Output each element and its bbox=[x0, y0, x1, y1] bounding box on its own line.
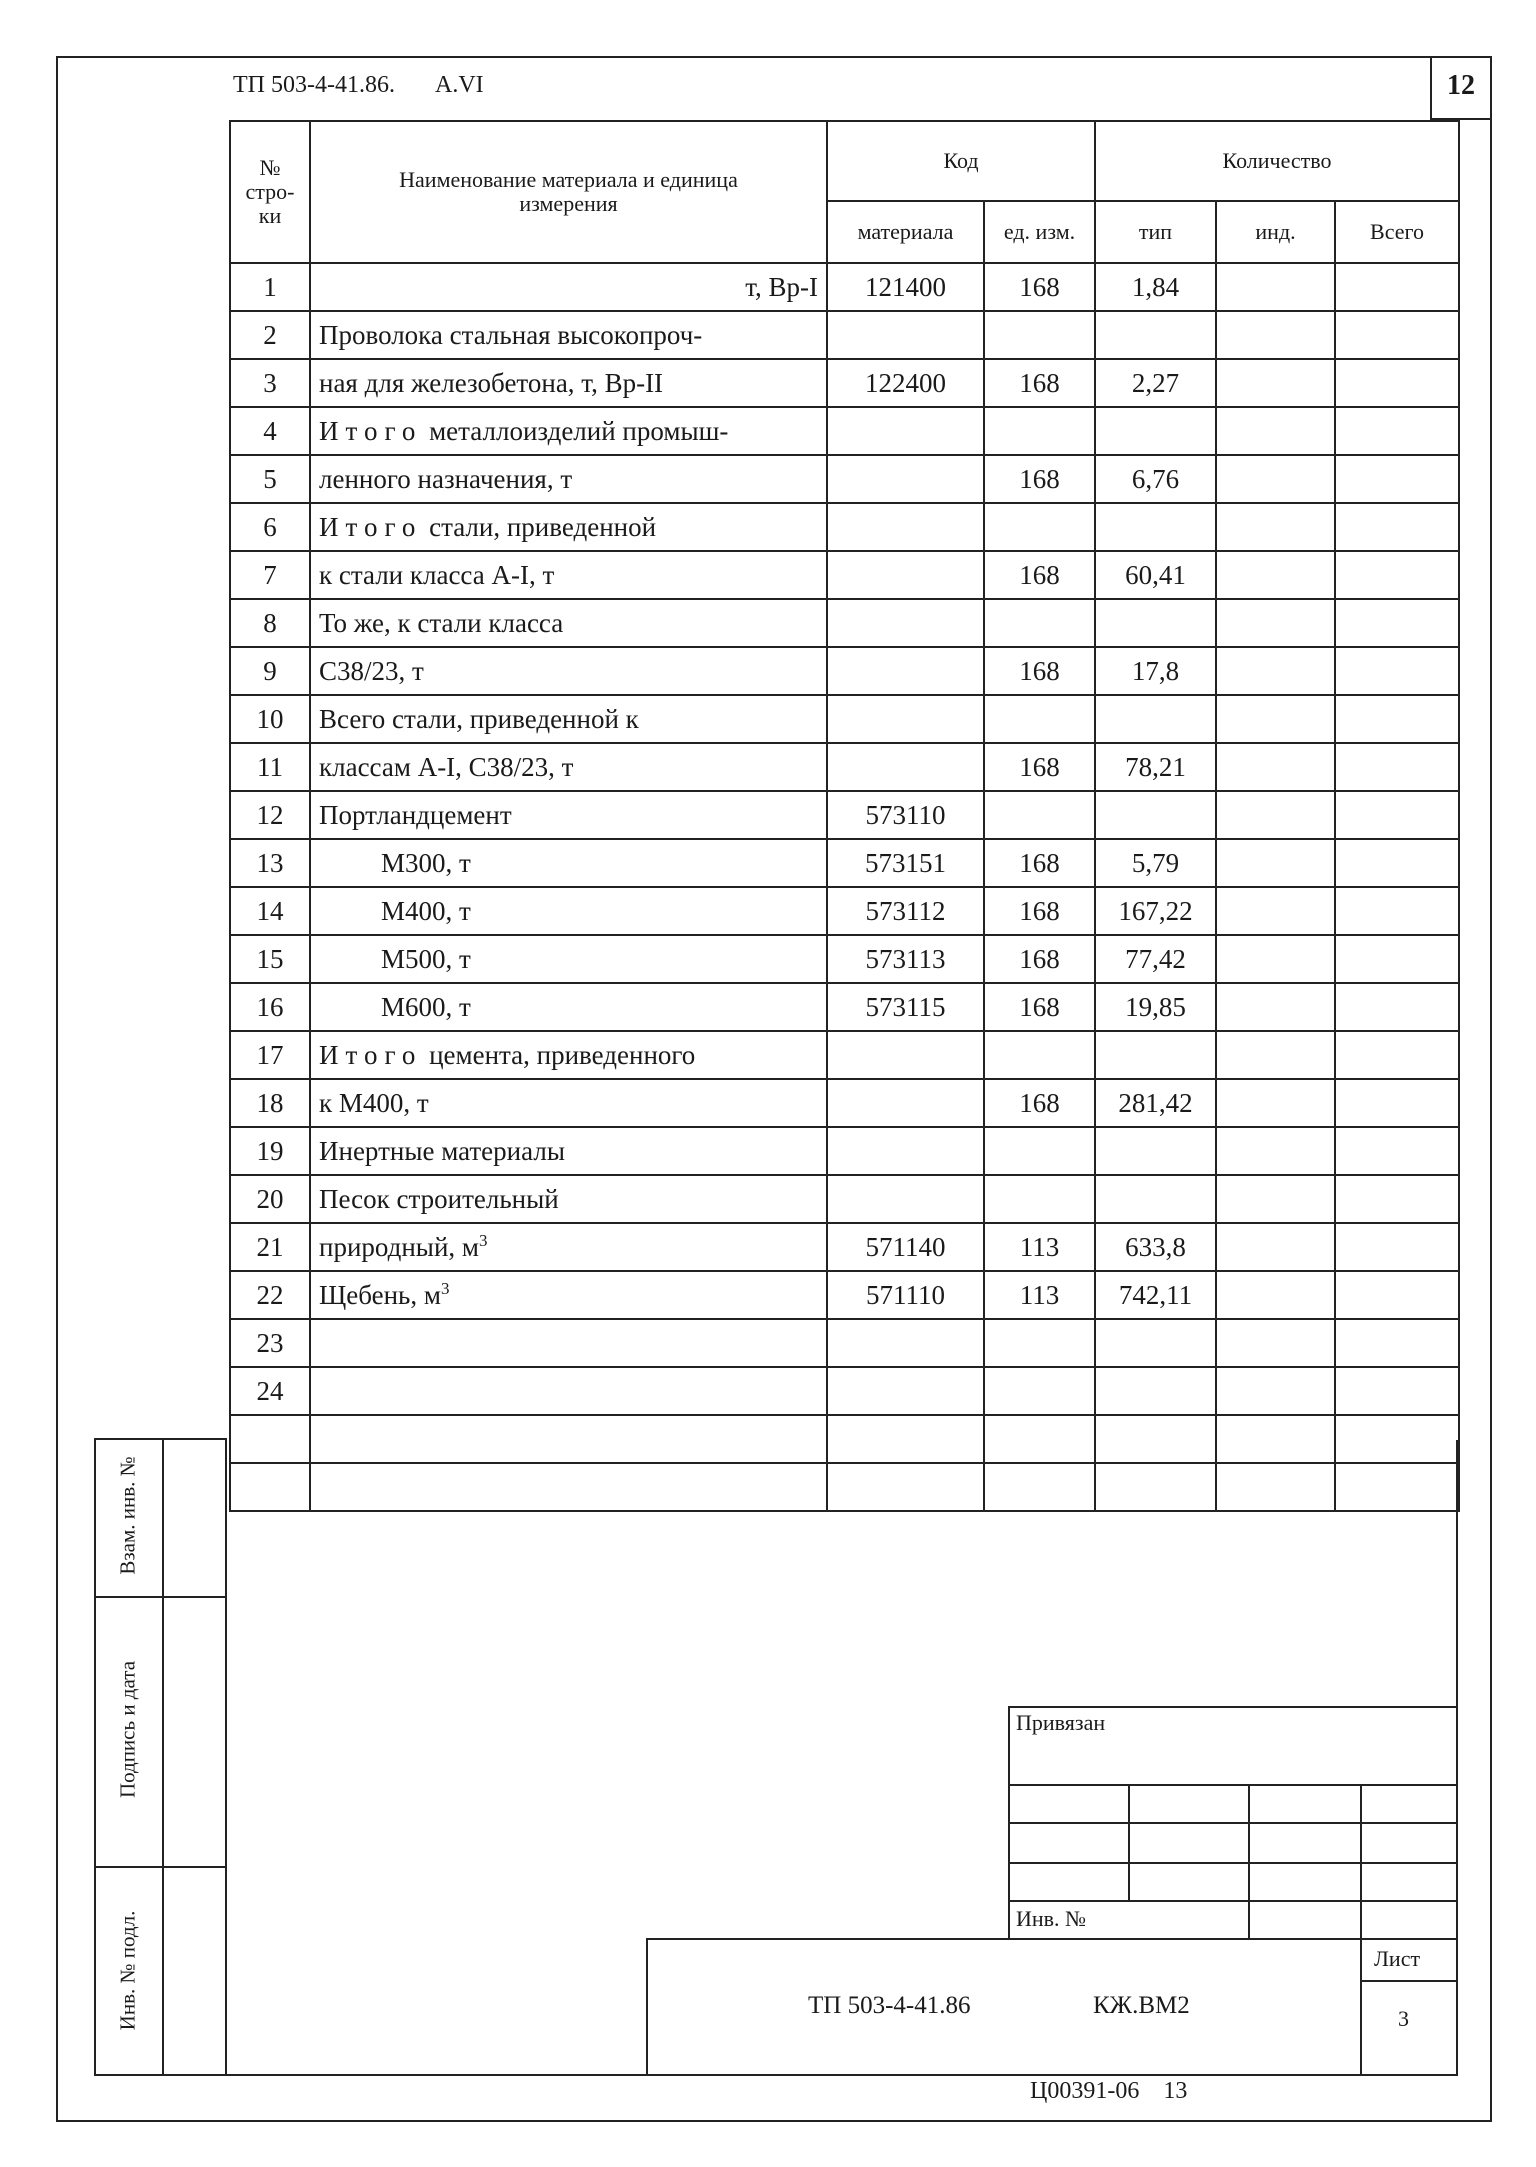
qty-type: 1,84 bbox=[1095, 263, 1216, 311]
unit-code bbox=[984, 1175, 1095, 1223]
qty-total bbox=[1335, 311, 1459, 359]
row-number: 13 bbox=[230, 839, 310, 887]
material-code: 573112 bbox=[827, 887, 984, 935]
unit-code: 168 bbox=[984, 455, 1095, 503]
table-row bbox=[230, 407, 1459, 455]
table-row bbox=[230, 1271, 1459, 1319]
qty-ind bbox=[1216, 263, 1335, 311]
material-code bbox=[827, 1079, 984, 1127]
qty-type bbox=[1095, 311, 1216, 359]
unit-code bbox=[984, 503, 1095, 551]
qty-total bbox=[1335, 983, 1459, 1031]
qty-ind bbox=[1216, 1175, 1335, 1223]
unit-code bbox=[984, 695, 1095, 743]
qty-total bbox=[1335, 1031, 1459, 1079]
sheet-label: Лист bbox=[1374, 1946, 1421, 1971]
unit-code: 168 bbox=[984, 887, 1095, 935]
unit-code: 168 bbox=[984, 1079, 1095, 1127]
qty-type: 77,42 bbox=[1095, 935, 1216, 983]
material-code: 573151 bbox=[827, 839, 984, 887]
material-code: 573113 bbox=[827, 935, 984, 983]
material-code bbox=[827, 599, 984, 647]
row-number: 21 bbox=[230, 1223, 310, 1271]
material-name bbox=[310, 1367, 827, 1415]
material-code bbox=[827, 455, 984, 503]
binding-row-line bbox=[1008, 1822, 1458, 1824]
row-number: 7 bbox=[230, 551, 310, 599]
material-code bbox=[827, 695, 984, 743]
qty-type: 742,11 bbox=[1095, 1271, 1216, 1319]
material-name: Песок строительный bbox=[310, 1175, 827, 1223]
total-prefix: Итого bbox=[319, 1039, 423, 1070]
qty-total bbox=[1335, 599, 1459, 647]
table-row bbox=[230, 1223, 1459, 1271]
material-code: 122400 bbox=[827, 359, 984, 407]
side-stamp bbox=[94, 1438, 227, 2076]
qty-ind bbox=[1216, 503, 1335, 551]
qty-total bbox=[1335, 1319, 1459, 1367]
material-name: Всего стали, приведенной к bbox=[310, 695, 827, 743]
table-row bbox=[230, 455, 1459, 503]
qty-ind bbox=[1216, 983, 1335, 1031]
qty-type bbox=[1095, 1367, 1216, 1415]
qty-type: 17,8 bbox=[1095, 647, 1216, 695]
col-qty-type: тип bbox=[1095, 201, 1216, 263]
material-code: 573115 bbox=[827, 983, 984, 1031]
total-prefix: Итого bbox=[319, 511, 423, 542]
row-number: 22 bbox=[230, 1271, 310, 1319]
material-name: к М400, т bbox=[310, 1079, 827, 1127]
col-code-group: Код bbox=[827, 121, 1095, 201]
table-row bbox=[230, 887, 1459, 935]
label-vzam-inv: Взам. инв. № bbox=[115, 1456, 140, 1575]
row-number: 24 bbox=[230, 1367, 310, 1415]
unit-code: 113 bbox=[984, 1223, 1095, 1271]
qty-ind bbox=[1216, 359, 1335, 407]
sheet-value: 3 bbox=[1398, 2006, 1409, 2031]
material-name-text: Щебень, м bbox=[319, 1280, 441, 1310]
qty-total bbox=[1335, 695, 1459, 743]
qty-type bbox=[1095, 1031, 1216, 1079]
sheet-number-box bbox=[1430, 56, 1492, 120]
table-row bbox=[230, 599, 1459, 647]
row-number: 4 bbox=[230, 407, 310, 455]
qty-total bbox=[1335, 1271, 1459, 1319]
col-quantity-group: Количество bbox=[1095, 121, 1459, 201]
material-code bbox=[827, 647, 984, 695]
qty-type bbox=[1095, 1127, 1216, 1175]
unit-code: 168 bbox=[984, 743, 1095, 791]
qty-ind bbox=[1216, 599, 1335, 647]
material-code bbox=[827, 743, 984, 791]
total-prefix: Итого bbox=[319, 415, 423, 446]
footer-page: 13 bbox=[1163, 2078, 1188, 2104]
qty-type: 281,42 bbox=[1095, 1079, 1216, 1127]
unit-code: 168 bbox=[984, 551, 1095, 599]
row-number: 23 bbox=[230, 1319, 310, 1367]
binding-col-line bbox=[1248, 1784, 1250, 1940]
qty-type: 5,79 bbox=[1095, 839, 1216, 887]
table-row bbox=[230, 1319, 1459, 1367]
qty-ind bbox=[1216, 695, 1335, 743]
unit-code: 168 bbox=[984, 647, 1095, 695]
material-name: к стали класса А-I, т bbox=[310, 551, 827, 599]
unit-code: 168 bbox=[984, 359, 1095, 407]
binding-row-line bbox=[1008, 1900, 1458, 1902]
table-row bbox=[230, 935, 1459, 983]
material-name: М300, т bbox=[310, 839, 827, 887]
qty-ind bbox=[1216, 887, 1335, 935]
qty-total bbox=[1335, 503, 1459, 551]
material-name: То же, к стали класса bbox=[310, 599, 827, 647]
material-name bbox=[310, 407, 827, 455]
table-row bbox=[230, 551, 1459, 599]
title-doc-code: ТП 503-4-41.86 bbox=[808, 1992, 971, 2019]
material-name: М600, т bbox=[310, 983, 827, 1031]
material-name: С38/23, т bbox=[310, 647, 827, 695]
material-code bbox=[827, 1367, 984, 1415]
table-row bbox=[230, 743, 1459, 791]
material-code bbox=[827, 503, 984, 551]
title-block-sheet-row-line bbox=[1360, 1980, 1458, 1982]
unit-code bbox=[984, 1031, 1095, 1079]
table-row bbox=[230, 263, 1459, 311]
row-number: 18 bbox=[230, 1079, 310, 1127]
unit-code: 168 bbox=[984, 983, 1095, 1031]
title-block-sheet-divider bbox=[1360, 1938, 1362, 2076]
qty-total bbox=[1335, 647, 1459, 695]
side-stamp-row-line bbox=[94, 1596, 227, 1598]
material-name: Портландцемент bbox=[310, 791, 827, 839]
material-name: М500, т bbox=[310, 935, 827, 983]
table-row bbox=[230, 1367, 1459, 1415]
inv-no-label: Инв. № bbox=[1016, 1906, 1087, 1931]
qty-total bbox=[1335, 1367, 1459, 1415]
table-row bbox=[230, 311, 1459, 359]
qty-ind bbox=[1216, 1367, 1335, 1415]
qty-ind bbox=[1216, 647, 1335, 695]
qty-type bbox=[1095, 791, 1216, 839]
qty-ind bbox=[1216, 455, 1335, 503]
row-number: 6 bbox=[230, 503, 310, 551]
material-code: 573110 bbox=[827, 791, 984, 839]
label-inv-podl: Инв. № подл. bbox=[115, 1910, 140, 2031]
qty-total bbox=[1335, 935, 1459, 983]
qty-type: 60,41 bbox=[1095, 551, 1216, 599]
side-stamp-row-line bbox=[94, 1866, 227, 1868]
unit-superscript: 3 bbox=[478, 1231, 488, 1250]
qty-total bbox=[1335, 359, 1459, 407]
material-name-text: стали, приведенной bbox=[429, 511, 657, 542]
table-row bbox=[230, 1031, 1459, 1079]
row-number: 19 bbox=[230, 1127, 310, 1175]
unit-code: 168 bbox=[984, 935, 1095, 983]
qty-type: 633,8 bbox=[1095, 1223, 1216, 1271]
material-name bbox=[310, 1031, 827, 1079]
table-row bbox=[230, 1127, 1459, 1175]
material-name: М400, т bbox=[310, 887, 827, 935]
material-code: 571140 bbox=[827, 1223, 984, 1271]
row-number: 11 bbox=[230, 743, 310, 791]
qty-type bbox=[1095, 1175, 1216, 1223]
qty-type bbox=[1095, 695, 1216, 743]
qty-total bbox=[1335, 743, 1459, 791]
archive-code: Ц00391-06 bbox=[1030, 2078, 1140, 2104]
material-code bbox=[827, 1031, 984, 1079]
row-number: 2 bbox=[230, 311, 310, 359]
qty-type: 19,85 bbox=[1095, 983, 1216, 1031]
qty-ind bbox=[1216, 1079, 1335, 1127]
row-number: 15 bbox=[230, 935, 310, 983]
row-number: 10 bbox=[230, 695, 310, 743]
qty-total bbox=[1335, 407, 1459, 455]
col-qty-ind: инд. bbox=[1216, 201, 1335, 263]
qty-type bbox=[1095, 407, 1216, 455]
material-code: 571110 bbox=[827, 1271, 984, 1319]
material-name: ленного назначения, т bbox=[310, 455, 827, 503]
qty-type bbox=[1095, 503, 1216, 551]
material-name bbox=[310, 1223, 827, 1271]
col-code-unit: ед. изм. bbox=[984, 201, 1095, 263]
section-heading: Инертные материалы bbox=[310, 1127, 827, 1175]
table-row bbox=[230, 1079, 1459, 1127]
qty-type: 167,22 bbox=[1095, 887, 1216, 935]
material-code bbox=[827, 1175, 984, 1223]
table-row bbox=[230, 695, 1459, 743]
qty-total bbox=[1335, 263, 1459, 311]
qty-total bbox=[1335, 1223, 1459, 1271]
album-label: А.VI bbox=[434, 72, 484, 98]
binding-col-line bbox=[1128, 1784, 1130, 1902]
col-material-name: Наименование материала и единица измерения bbox=[310, 121, 827, 263]
unit-code bbox=[984, 407, 1095, 455]
qty-type: 6,76 bbox=[1095, 455, 1216, 503]
table-row bbox=[230, 791, 1459, 839]
sheet-number: 12 bbox=[1447, 70, 1475, 101]
qty-total bbox=[1335, 455, 1459, 503]
row-number: 16 bbox=[230, 983, 310, 1031]
qty-total bbox=[1335, 791, 1459, 839]
material-code bbox=[827, 1319, 984, 1367]
unit-code bbox=[984, 791, 1095, 839]
qty-ind bbox=[1216, 551, 1335, 599]
row-number: 5 bbox=[230, 455, 310, 503]
material-name-text: цемента, приведенного bbox=[429, 1039, 696, 1070]
qty-ind bbox=[1216, 791, 1335, 839]
material-code bbox=[827, 407, 984, 455]
binding-col-line bbox=[1360, 1784, 1362, 1940]
qty-ind bbox=[1216, 743, 1335, 791]
col-qty-total: Всего bbox=[1335, 201, 1459, 263]
qty-type: 2,27 bbox=[1095, 359, 1216, 407]
label-podpis-data: Подпись и дата bbox=[115, 1660, 140, 1799]
qty-ind bbox=[1216, 1271, 1335, 1319]
qty-ind bbox=[1216, 1223, 1335, 1271]
binding-row-line bbox=[1008, 1784, 1458, 1786]
unit-superscript: 3 bbox=[440, 1279, 450, 1298]
title-mark: КЖ.ВМ2 bbox=[1093, 1992, 1190, 2019]
qty-ind bbox=[1216, 935, 1335, 983]
material-name bbox=[310, 1271, 827, 1319]
binding-label: Привязан bbox=[1016, 1710, 1106, 1735]
qty-ind bbox=[1216, 839, 1335, 887]
unit-code bbox=[984, 1127, 1095, 1175]
col-code-material: материала bbox=[827, 201, 984, 263]
col-row-number: № стро-ки bbox=[230, 121, 310, 263]
table-row bbox=[230, 839, 1459, 887]
qty-ind bbox=[1216, 311, 1335, 359]
qty-total bbox=[1335, 551, 1459, 599]
row-number: 20 bbox=[230, 1175, 310, 1223]
qty-ind bbox=[1216, 1127, 1335, 1175]
unit-code bbox=[984, 1367, 1095, 1415]
material-name-text: природный, м bbox=[319, 1232, 479, 1262]
qty-type bbox=[1095, 1319, 1216, 1367]
table-row bbox=[230, 503, 1459, 551]
material-code bbox=[827, 1127, 984, 1175]
unit-code: 168 bbox=[984, 263, 1095, 311]
side-stamp-divider bbox=[162, 1438, 164, 2076]
qty-total bbox=[1335, 1079, 1459, 1127]
unit-code: 113 bbox=[984, 1271, 1095, 1319]
qty-ind bbox=[1216, 407, 1335, 455]
row-number: 8 bbox=[230, 599, 310, 647]
footer bbox=[1030, 2078, 1187, 2105]
qty-ind bbox=[1216, 1319, 1335, 1367]
document-reference bbox=[233, 72, 484, 99]
unit-code bbox=[984, 311, 1095, 359]
material-name: Проволока стальная высокопроч- bbox=[310, 311, 827, 359]
row-number: 3 bbox=[230, 359, 310, 407]
material-name: т, Вр-I bbox=[310, 263, 827, 311]
qty-total bbox=[1335, 839, 1459, 887]
table-row bbox=[230, 647, 1459, 695]
material-name-text: металлоизделий промыш- bbox=[429, 415, 729, 446]
row-number: 9 bbox=[230, 647, 310, 695]
material-name: ная для железобетона, т, Вр-II bbox=[310, 359, 827, 407]
binding-row-line bbox=[1008, 1862, 1458, 1864]
doc-ref: ТП 503-4-41.86. bbox=[233, 72, 395, 98]
material-code: 121400 bbox=[827, 263, 984, 311]
row-number: 14 bbox=[230, 887, 310, 935]
row-number: 17 bbox=[230, 1031, 310, 1079]
material-code bbox=[827, 551, 984, 599]
qty-ind bbox=[1216, 1031, 1335, 1079]
qty-type bbox=[1095, 599, 1216, 647]
table-row bbox=[230, 1175, 1459, 1223]
material-name bbox=[310, 503, 827, 551]
qty-total bbox=[1335, 1127, 1459, 1175]
title-block bbox=[646, 1938, 1458, 2076]
material-code bbox=[827, 311, 984, 359]
qty-total bbox=[1335, 1175, 1459, 1223]
qty-total bbox=[1335, 887, 1459, 935]
material-name: классам А-I, С38/23, т bbox=[310, 743, 827, 791]
unit-code: 168 bbox=[984, 839, 1095, 887]
row-number: 12 bbox=[230, 791, 310, 839]
material-name bbox=[310, 1319, 827, 1367]
qty-type: 78,21 bbox=[1095, 743, 1216, 791]
unit-code bbox=[984, 1319, 1095, 1367]
materials-table bbox=[229, 120, 1460, 1512]
unit-code bbox=[984, 599, 1095, 647]
row-number: 1 bbox=[230, 263, 310, 311]
table-row bbox=[230, 983, 1459, 1031]
table-row bbox=[230, 359, 1459, 407]
